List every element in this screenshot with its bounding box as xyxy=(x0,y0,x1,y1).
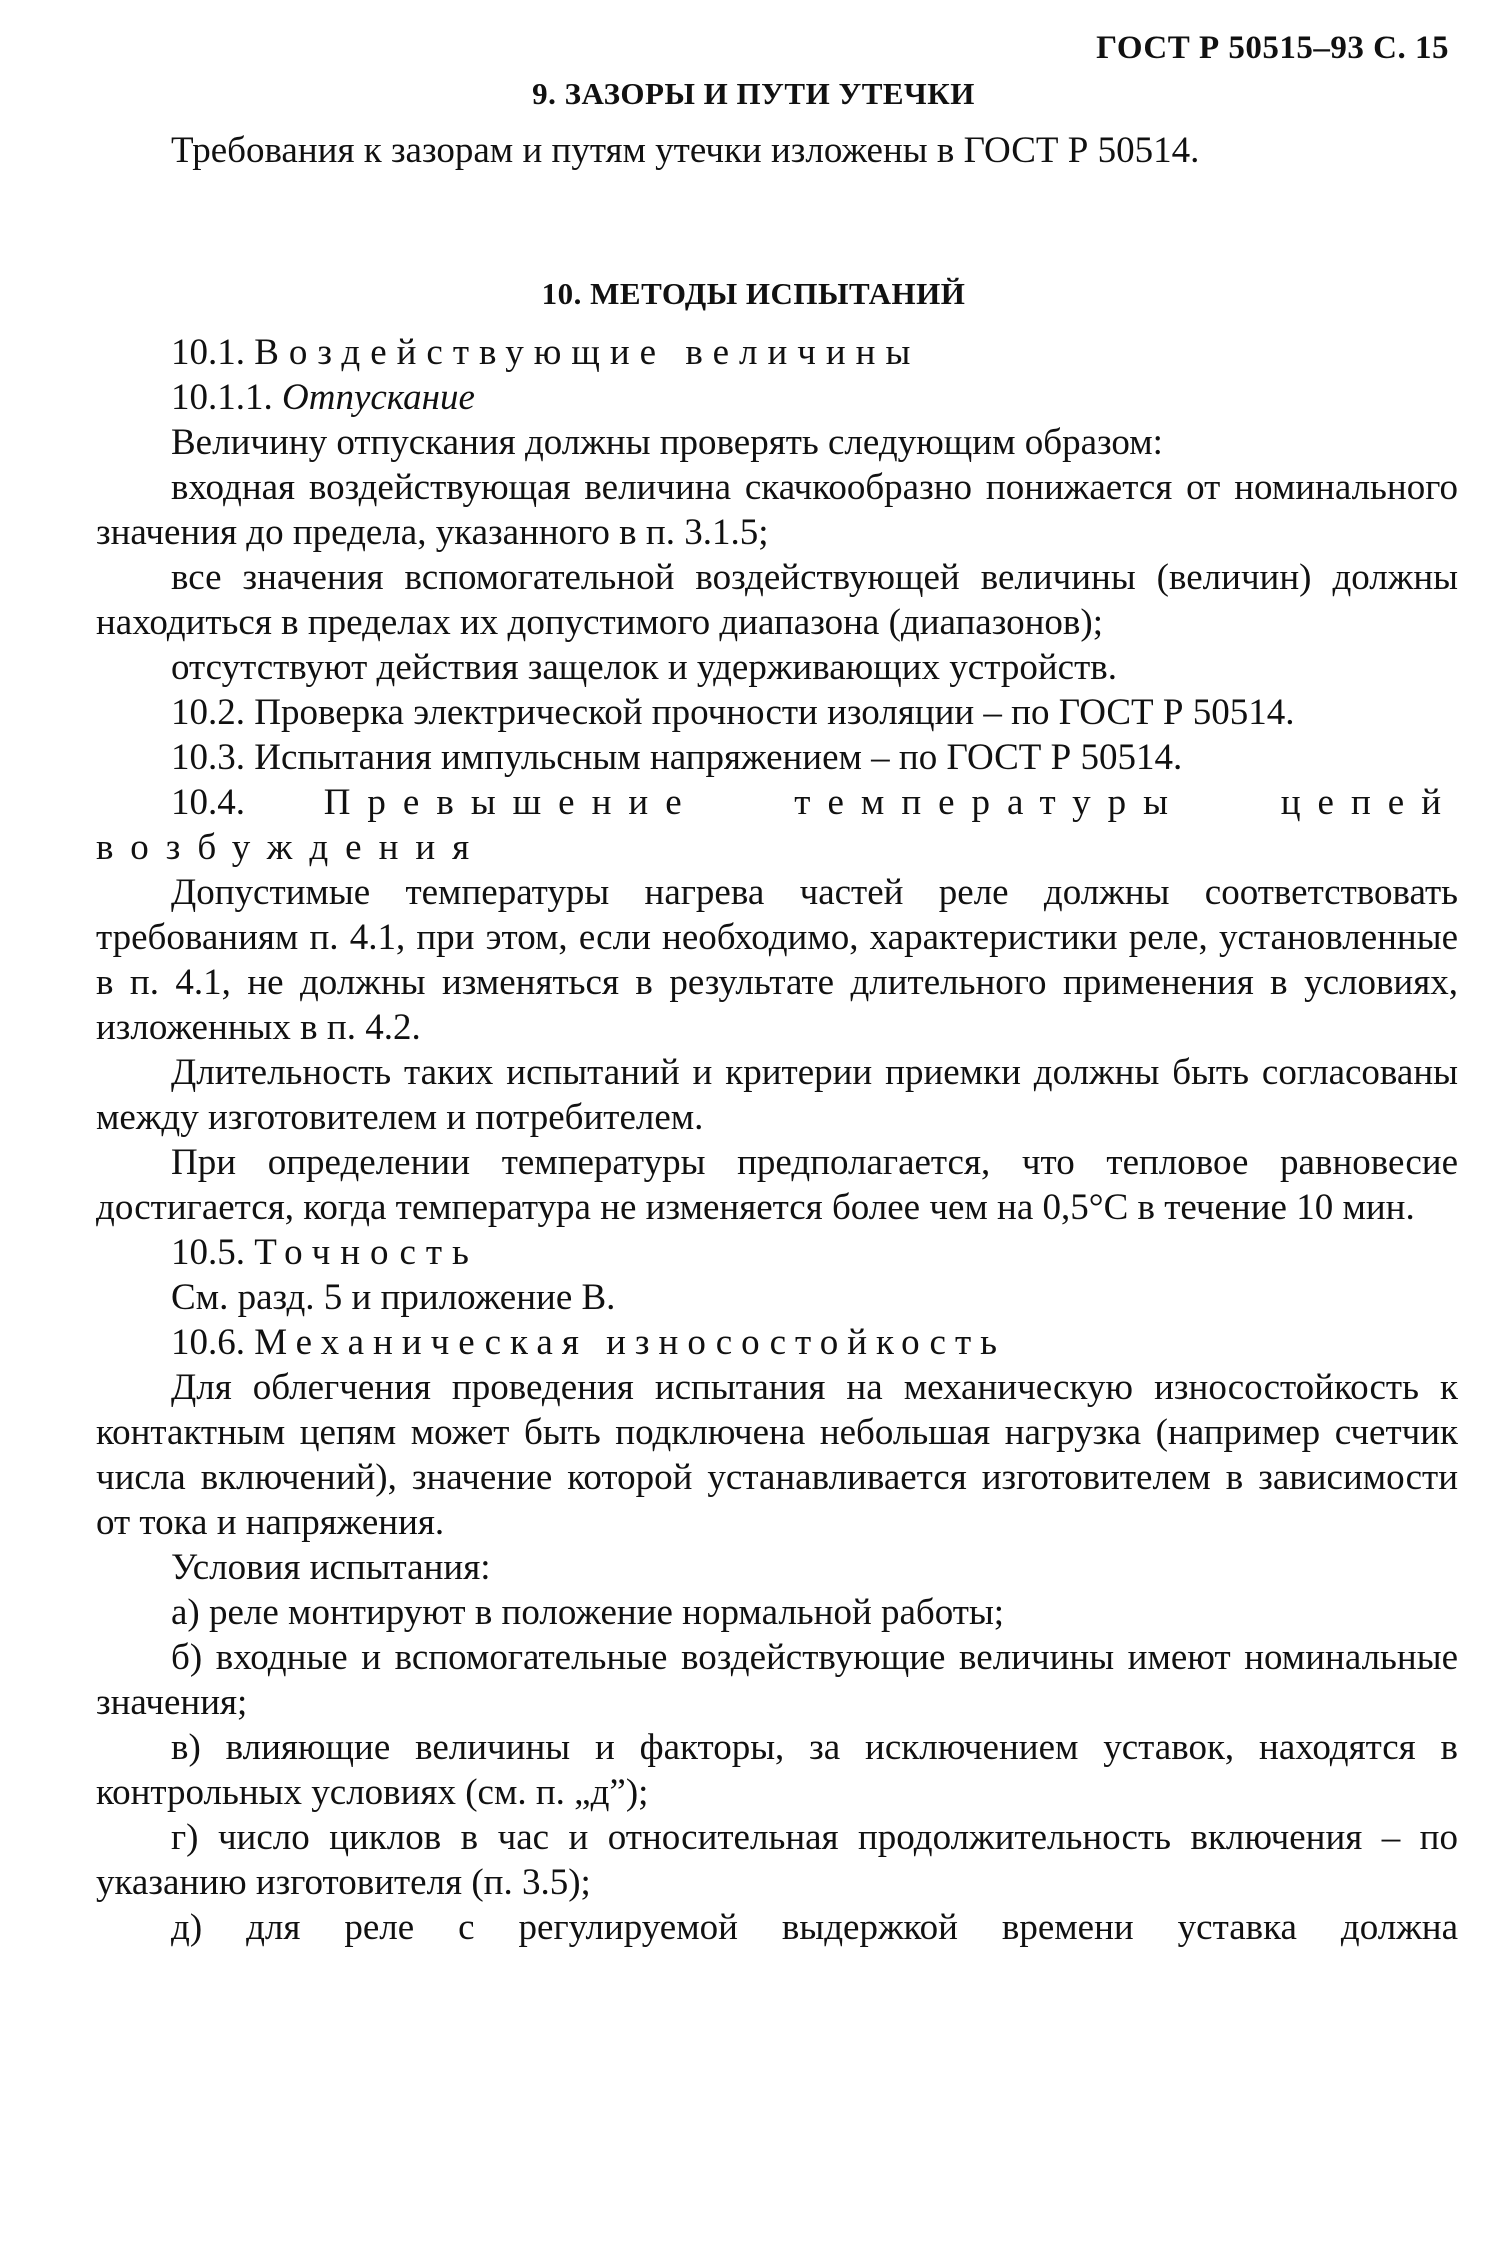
clause-title: Превышение температуры цепей возбуждения xyxy=(96,782,1458,868)
clause-10-1-heading xyxy=(96,330,1458,375)
clause-title: Воздействующие величины xyxy=(254,332,921,373)
mechanical-condition-b: б) входные и вспомогательные воздействующие величины имеют номинальные значения; xyxy=(96,1637,1458,1723)
temperature-paragraph-2: Длительность таких испытаний и критерии приемки должны быть согласованы между изготовителем и потребителем. xyxy=(96,1052,1458,1138)
section-10-heading: 10. МЕТОДЫ ИСПЫТАНИЙ xyxy=(541,276,966,311)
temperature-paragraph-3: При определении температуры предполагается, что тепловое равновесие достигается, когда температура не изменяется более чем на 0,5°С в течение 10 мин. xyxy=(96,1142,1458,1228)
clause-number: 10.4. xyxy=(171,782,245,823)
clause-10-6-heading xyxy=(96,1320,1458,1365)
clause-10-4-heading xyxy=(96,780,1458,870)
mechanical-condition-d: г) число циклов в час и относительная продолжительность включения – по указанию изготовителя (п. 3.5); xyxy=(96,1817,1458,1903)
release-item-a: входная воздействующая величина скачкообразно понижается от номинального значения до предела, указанного в п. 3.1.5; xyxy=(96,467,1458,553)
mechanical-condition-a: а) реле монтируют в положение нормальной работы; xyxy=(171,1592,1005,1633)
mechanical-condition-c: в) влияющие величины и факторы, за исключением уставок, находятся в контрольных условиях (см. п. „д”); xyxy=(96,1727,1458,1813)
clause-number: 10.1.1. xyxy=(171,377,273,418)
release-item-c: отсутствуют действия защелок и удерживающих устройств. xyxy=(171,647,1117,688)
section-10-body xyxy=(96,330,1458,1950)
clause-10-5-heading xyxy=(96,1230,1458,1275)
mechanical-conditions-label: Условия испытания: xyxy=(171,1547,491,1588)
release-intro: Величину отпускания должны проверять следующим образом: xyxy=(171,422,1163,463)
section-9-heading: 9. ЗАЗОРЫ И ПУТИ УТЕЧКИ xyxy=(532,76,975,111)
clause-10-3: 10.3. Испытания импульсным напряжением – по ГОСТ Р 50514. xyxy=(171,737,1183,778)
running-head: ГОСТ Р 50515–93 С. 15 xyxy=(1096,30,1449,66)
clause-10-1-1-heading xyxy=(96,375,1458,420)
mechanical-condition-e: д) для реле с регулируемой выдержкой времени уставка должна xyxy=(171,1907,1458,1948)
clause-number: 10.5. xyxy=(171,1232,245,1273)
clause-number: 10.6. xyxy=(171,1322,245,1363)
clause-title: Отпускание xyxy=(282,377,475,418)
mechanical-paragraph-1: Для облегчения проведения испытания на механическую износостойкость к контактным цепям может быть подключена небольшая нагрузка (например счетчик числа включений), значение которой устанавливается изготовителем в зависимости от тока и напряжения. xyxy=(96,1367,1458,1543)
accuracy-reference: См. разд. 5 и приложение В. xyxy=(171,1277,616,1318)
clause-number: 10.1. xyxy=(171,332,245,373)
clause-title: Механическая износостойкость xyxy=(254,1322,1006,1363)
clause-title: Точность xyxy=(254,1232,479,1273)
release-item-b: все значения вспомогательной воздействующей величины (величин) должны находиться в пределах их допустимого диапазона (диапазонов); xyxy=(96,557,1458,643)
temperature-paragraph-1: Допустимые температуры нагрева частей реле должны соответствовать требованиям п. 4.1, при этом, если необходимо, характеристики реле, установленные в п. 4.1, не должны изменяться в результате длительного применения в условиях, изложенных в п. 4.2. xyxy=(96,872,1458,1048)
section-9-text: Требования к зазорам и путям утечки изложены в ГОСТ Р 50514. xyxy=(171,130,1200,171)
clause-10-2: 10.2. Проверка электрической прочности изоляции – по ГОСТ Р 50514. xyxy=(171,692,1295,733)
